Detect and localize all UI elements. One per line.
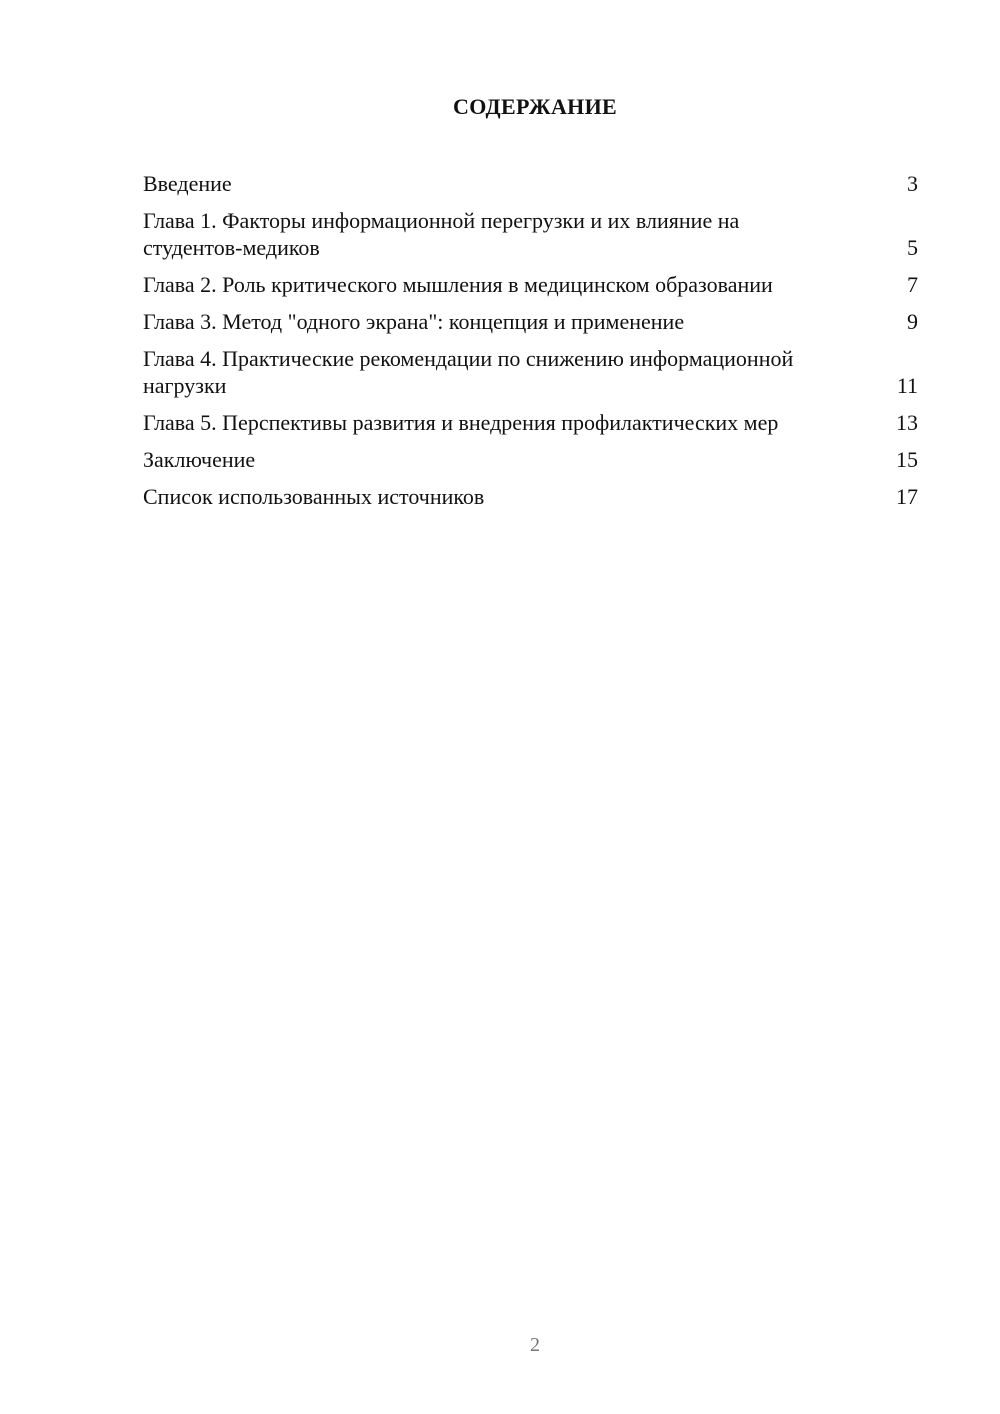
toc-entry-references	[143, 483, 918, 510]
toc-entry-page: 13	[896, 410, 918, 435]
toc-entry-label: Введение	[143, 171, 232, 196]
toc-entry-page: 3	[907, 171, 918, 196]
toc-entry-label: Заключение	[143, 447, 256, 472]
toc-entry-page: 5	[907, 235, 918, 260]
toc-entry-introduction	[143, 170, 918, 197]
toc-entry-chapter-2	[143, 271, 918, 298]
toc-entry-label: Список использованных источников	[143, 484, 485, 509]
toc-entry-chapter-3	[143, 308, 918, 335]
toc-entry-label: Глава 5. Перспективы развития и внедрения профилактических мер	[143, 410, 779, 435]
toc-entry-label: Глава 2. Роль критического мышления в медицинском образовании	[143, 272, 773, 297]
toc-entry-label: Глава 1. Факторы информационной перегрузки и их влияние на студентов-медиков	[143, 208, 740, 260]
toc-entry-page: 9	[907, 309, 918, 334]
toc-entry-chapter-1	[143, 207, 918, 261]
table-of-contents	[143, 170, 918, 520]
toc-entry-page: 17	[896, 484, 918, 509]
page-number: 2	[530, 1334, 540, 1356]
toc-entry-conclusion	[143, 446, 918, 473]
toc-entry-label: Глава 4. Практические рекомендации по снижению информационной нагрузки	[143, 346, 794, 398]
page-title: СОДЕРЖАНИЕ	[453, 94, 617, 119]
toc-entry-page: 15	[896, 447, 918, 472]
toc-entry-page: 11	[896, 373, 918, 398]
toc-entry-chapter-5	[143, 409, 918, 436]
toc-entry-chapter-4	[143, 345, 918, 399]
toc-entry-label: Глава 3. Метод "одного экрана": концепция и применение	[143, 309, 685, 334]
toc-entry-page: 7	[907, 272, 918, 297]
